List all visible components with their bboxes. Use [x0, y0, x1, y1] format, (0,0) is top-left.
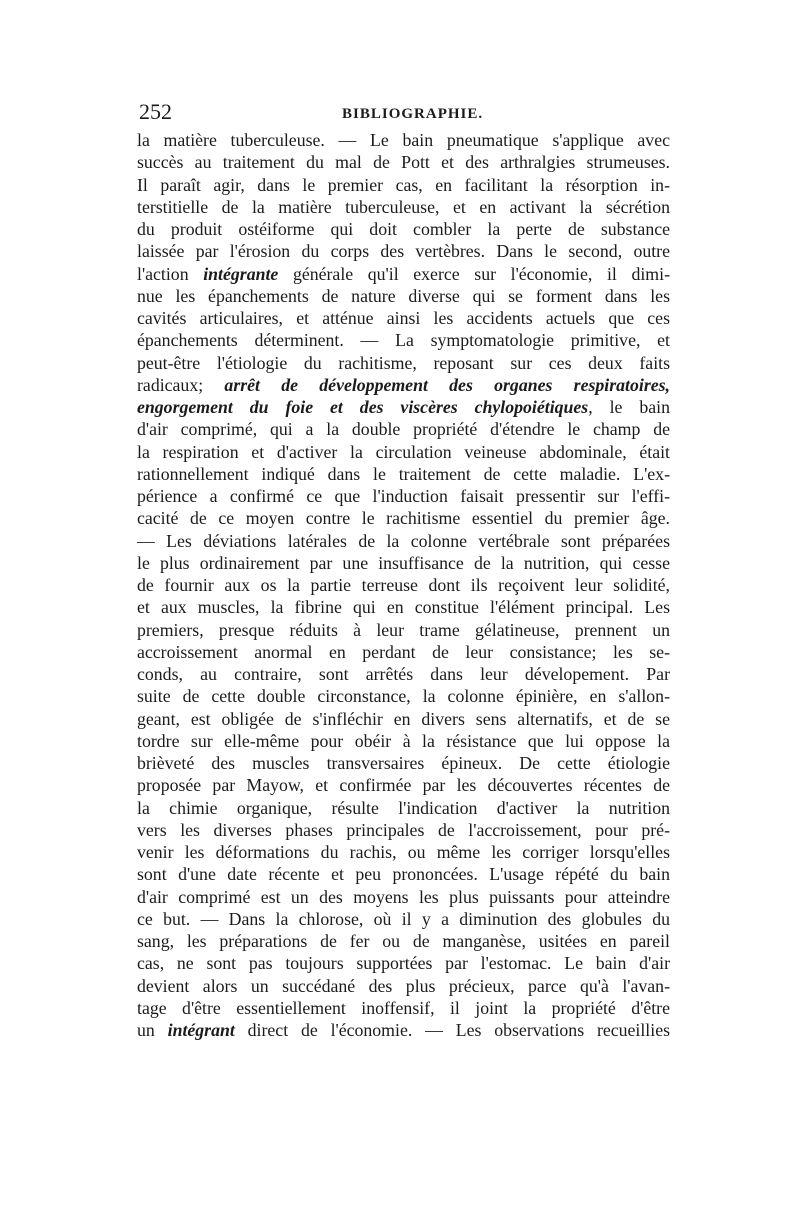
text-line: Il paraît agir, dans le premier cas, en facilitant la résorption in-: [137, 174, 670, 195]
text-line: la chimie organique, résulte l'indication d'activer la nutrition: [137, 797, 670, 818]
italic-term: arrêt de développement des organes respiratoires,: [224, 374, 670, 395]
text-line: de fournir aux os la partie terreuse dont ils reçoivent leur solidité,: [137, 575, 670, 595]
text-line: d'air comprimé, qui a la double propriété d'étendre le champ de: [137, 419, 670, 440]
text-segment: direct de l'économie. — Les observations recueillies: [234, 1020, 671, 1040]
text-line: périence a confirmé ce que l'induction faisait pressentir sur l'effi-: [137, 486, 670, 506]
text-line: [137, 263, 670, 285]
book-page: [137, 95, 670, 1041]
text-line: proposée par Mayow, et confirmée par les découvertes récentes de: [137, 775, 670, 796]
text-line: premiers, presque réduits à leur trame gélatineuse, prennent un: [137, 619, 670, 640]
text-line: sont d'une date récente et peu prononcées. L'usage répété du bain: [137, 864, 670, 885]
text-line: conds, au contraire, sont arrêtés dans leur dévelopement. Par: [137, 664, 670, 684]
text-line: succès au traitement du mal de Pott et des arthralgies strumeuses.: [137, 152, 670, 173]
text-line: laissée par l'érosion du corps des vertèbres. Dans le second, outre: [137, 241, 670, 262]
italic-term: intégrant: [167, 1020, 235, 1040]
text-line: devient alors un succédané des plus précieux, parce qu'à l'avan-: [137, 975, 670, 996]
text-line: d'air comprimé est un des moyens les plus puissants pour atteindre: [137, 886, 670, 907]
text-line: [137, 396, 670, 418]
text-line: suite de cette double circonstance, la colonne épinière, en s'allon-: [137, 686, 670, 707]
text-line: cavités articulaires, et atténue ainsi les accidents actuels que ces: [137, 308, 670, 328]
text-line: nue les épanchements de nature diverse qui se forment dans les: [137, 285, 670, 306]
text-line: vers les diverses phases principales de l'accroissement, pour pré-: [137, 819, 670, 840]
text-line: peut-être l'étiologie du rachitisme, reposant sur ces deux faits: [137, 352, 670, 373]
text-segment: générale qu'il exerce sur l'économie, il dimi-: [278, 263, 670, 284]
text-line: brièveté des muscles transversaires épineux. De cette étiologie: [137, 753, 670, 773]
text-line: accroissement anormal en perdant de leur consistance; les se-: [137, 641, 670, 662]
text-line: [137, 374, 670, 396]
running-head: [137, 95, 670, 129]
text-line: [137, 1019, 670, 1041]
text-line: tordre sur elle-même pour obéir à la résistance que lui oppose la: [137, 730, 670, 751]
italic-term: engorgement du foie et des viscères chylopoiétiques: [137, 397, 589, 417]
text-segment: , le bain: [588, 397, 670, 417]
text-line: terstitielle de la matière tuberculeuse, et en activant la sécrétion: [137, 196, 670, 217]
text-segment: un: [137, 1020, 168, 1040]
text-line: la matière tuberculeuse. — Le bain pneumatique s'applique avec: [137, 130, 670, 150]
body-text: [137, 129, 670, 1041]
running-title: BIBLIOGRAPHIE.: [342, 106, 484, 122]
text-line: cacité de ce moyen contre le rachitisme essentiel du premier âge.: [137, 508, 670, 529]
page-number: 252: [139, 99, 172, 124]
text-line: et aux muscles, la fibrine qui en constitue l'élément principal. Les: [137, 597, 670, 618]
text-line: du produit ostéiforme qui doit combler la perte de substance: [137, 219, 670, 239]
text-line: épanchements déterminent. — La symptomatologie primitive, et: [137, 330, 670, 351]
text-line: ce but. — Dans la chlorose, où il y a diminution des globules du: [137, 908, 670, 929]
italic-term: intégrante: [203, 263, 279, 284]
text-segment: l'action: [137, 263, 204, 284]
text-line: la respiration et d'activer la circulation veineuse abdominale, était: [137, 441, 670, 462]
text-line: — Les déviations latérales de la colonne vertébrale sont préparées: [137, 530, 670, 551]
text-segment: radicaux;: [137, 374, 225, 395]
text-line: le plus ordinairement par une insuffisance de la nutrition, qui cesse: [137, 552, 670, 573]
text-line: cas, ne sont pas toujours supportées par l'estomac. Le bain d'air: [137, 953, 670, 974]
text-line: rationnellement indiqué dans le traitement de cette maladie. L'ex-: [137, 463, 670, 484]
text-line: venir les déformations du rachis, ou même les corriger lorsqu'elles: [137, 842, 670, 862]
text-line: geant, est obligée de s'infléchir en divers sens alternatifs, et de se: [137, 708, 670, 729]
text-line: tage d'être essentiellement inoffensif, il joint la propriété d'être: [137, 997, 670, 1018]
text-line: sang, les préparations de fer ou de manganèse, usitées en pareil: [137, 931, 670, 951]
